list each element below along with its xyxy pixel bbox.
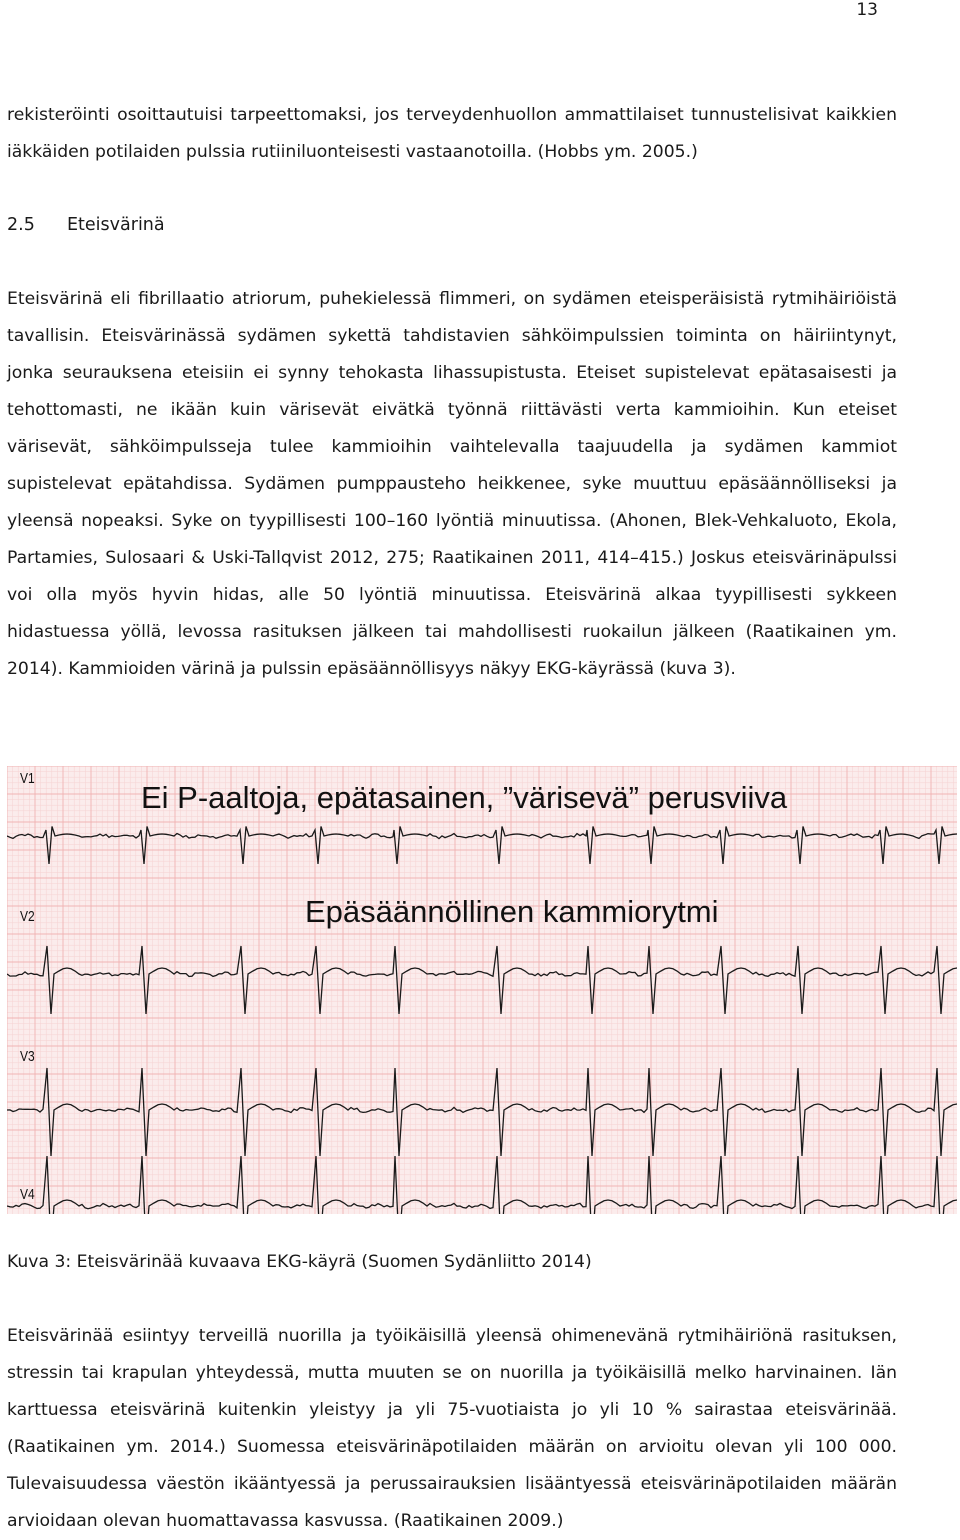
figure-caption: Kuva 3: Eteisvärinää kuvaava EKG-käyrä (Suomen Sydänliitto 2014) [7, 1252, 592, 1272]
figure-subtitle: Epäsäännöllinen kammiorytmi [305, 894, 719, 929]
lead-label-v3: V3 [20, 1048, 35, 1065]
figure-title: Ei P-aaltoja, epätasainen, ”värisevä” perusviiva [141, 780, 788, 815]
lead-label-v2: V2 [20, 908, 35, 925]
section-heading [7, 207, 165, 244]
page-number: 13 [856, 0, 878, 20]
ecg-trace-v4 [7, 1156, 957, 1214]
section-number: 2.5 [7, 215, 35, 235]
ecg-strip [7, 766, 957, 1214]
section-title: Eteisvärinä [67, 215, 165, 235]
lead-label-v4: V4 [20, 1186, 35, 1203]
lead-label-v1: V1 [20, 770, 35, 787]
paragraph-atrial-fibrillation: Eteisvärinä eli fibrillaatio atriorum, puhekielessä flimmeri, on sydämen eteisperäisistä rytmihäiriöistä tavallisin. Eteisvärinässä sydämen sykettä tahdistavien sähköimpulssien toiminta on häiriintynyt, jonka seurauksena eteisiin ei synny tehokasta lihassupistusta. Eteiset supistelevat epätasaisesti ja tehottomasti, ne ikään kuin värisevät eivätkä työnnä riittävästi verta kammioihin. Kun eteiset värisevät, sähköimpulsseja tulee kammioihin vaihtelevalla taajuudella ja sydämen kammiot supistelevat epätahdissa. Sydämen pumppausteho heikkenee, syke muuttuu epäsäännölliseksi ja yleensä nopeaksi. Syke on tyypillisesti 100–160 lyöntiä minuutissa. (Ahonen, Blek-Vehkaluoto, Ekola, Partamies, Sulosaari & Uski-Tallqvist 2012, 275; Raatikainen 2011, 414–415.) Joskus eteisvärinäpulssi voi olla myös hyvin hidas, alle 50 lyöntiä minuutissa. Eteisvärinä alkaa tyypillisesti sykkeen hidastuessa yöllä, levossa rasituksen jälkeen tai mahdollisesti ruokailun jälkeen (Raatikainen ym. 2014). Kammioiden värinä ja pulssin epäsäännöllisyys näkyy EKG-käyrässä (kuva 3). [7, 289, 897, 679]
paragraph-intro: rekisteröinti osoittautuisi tarpeettomaksi, jos terveydenhuollon ammattilaiset tunnustelisivat kaikkien iäkkäiden potilaiden pulssia rutiiniluonteisesti vastaanotoilla. (Hobbs ym. 2005.) [7, 105, 897, 162]
ecg-trace-v3 [7, 1068, 957, 1156]
paragraph-prevalence: Eteisvärinää esiintyy terveillä nuorilla ja työikäisillä yleensä ohimenevänä rytmihäiriönä rasituksen, stressin tai krapulan yhteydessä, mutta muuten se on nuorilla ja työikäisillä melko harvinainen. Iän karttuessa eteisvärinä kuitenkin yleistyy ja yli 75-vuotiaista jo yli 10 % sairastaa eteisvärinää. (Raatikainen ym. 2014.) Suomessa eteisvärinäpotilaiden määrän on arvioitu olevan yli 100 000. Tulevaisuudessa väestön ikääntyessä ja perussairauksien lisääntyessä eteisvärinäpotilaiden määrän arvioidaan olevan huomattavassa kasvussa. (Raatikainen 2009.) [7, 1326, 897, 1531]
ecg-figure [7, 766, 957, 1214]
ecg-trace-v1 [7, 826, 957, 864]
